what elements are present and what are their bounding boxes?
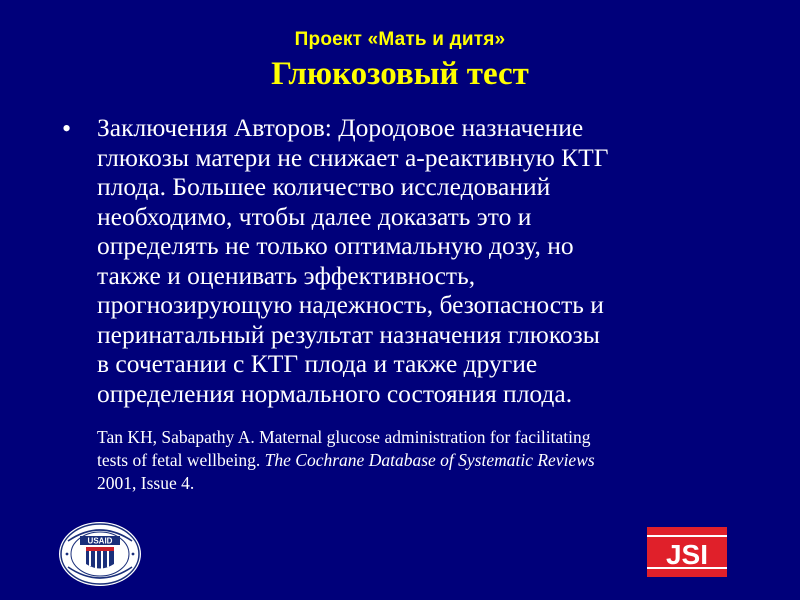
- bullet-text-line: определения нормального состояния плода.: [97, 378, 573, 408]
- bullet-text-line: также и оценивать эффективность,: [97, 260, 476, 290]
- jsi-wordmark: JSI: [665, 539, 709, 570]
- usaid-seal-icon: [58, 521, 142, 587]
- bullet-text-line: прогнозирующую надежность, безопасность и: [97, 290, 604, 319]
- citation-line: Tan KH, Sabapathy A. Maternal glucose administration for facilitating: [97, 427, 591, 447]
- bullet-marker: •: [62, 114, 72, 143]
- bullet-text-line: Заключения Авторов: Дородовое назначение: [97, 113, 584, 142]
- citation-text: tests of fetal wellbeing.: [97, 450, 265, 470]
- jsi-logo-icon: [647, 527, 727, 577]
- jsi-logo: [647, 527, 727, 577]
- bullet-text-line: перинатальный результат назначения глюкозы: [97, 319, 600, 349]
- bullet-text-line: глюкозы матери не снижает а-реактивную КТГ: [97, 142, 609, 172]
- citation-line: [97, 449, 767, 472]
- citation: [97, 426, 767, 495]
- slide-title: Глюкозовый тест: [271, 56, 529, 92]
- usaid-logo: [58, 521, 142, 587]
- bullet-text-line: в сочетании с КТГ плода и также другие: [97, 349, 538, 378]
- bullet-text: [97, 113, 767, 408]
- bullet-text-line: определять не только оптимальную дозу, но: [97, 231, 574, 260]
- usaid-wordmark: USAID: [87, 536, 113, 546]
- citation-journal: The Cochrane Database of Systematic Reviews: [264, 450, 595, 470]
- bullet-text-line: плода. Большее количество исследований: [97, 172, 551, 201]
- slide-subtitle: Проект «Мать и дитя»: [294, 29, 506, 50]
- citation-line: 2001, Issue 4.: [97, 473, 195, 493]
- bullet-text-line: необходимо, чтобы далее доказать это и: [97, 201, 532, 231]
